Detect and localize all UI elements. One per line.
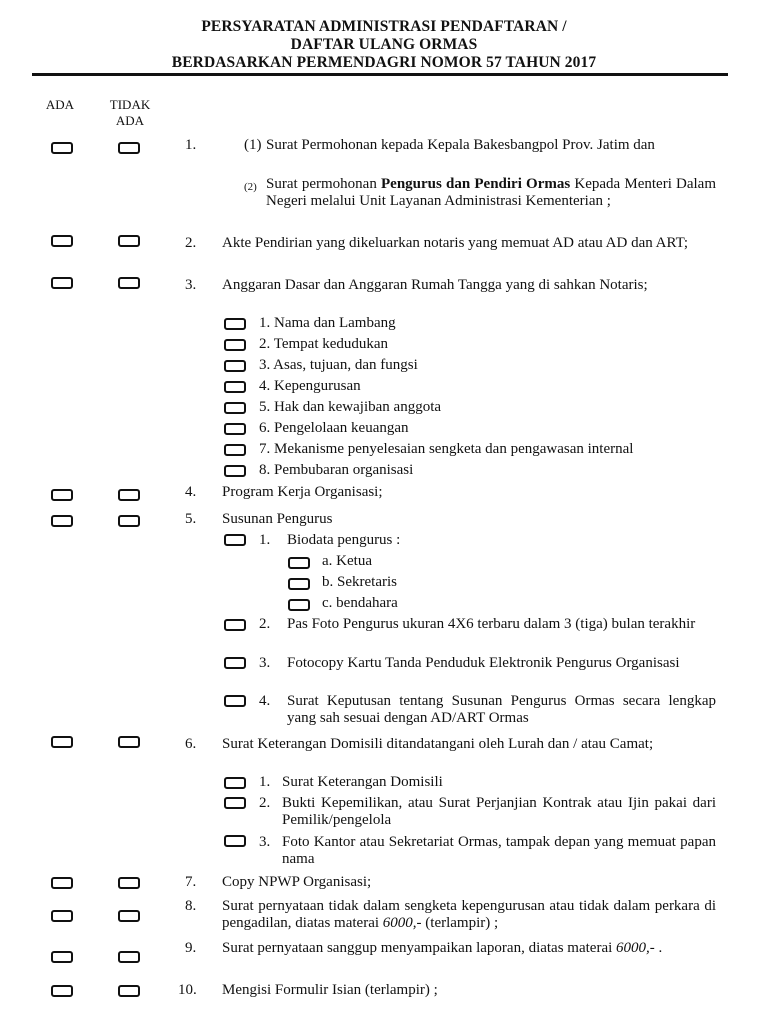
item10-tidak-ada-checkbox[interactable]: [118, 985, 140, 997]
item1-sub2-number: (2): [244, 181, 257, 193]
item8-ada-checkbox[interactable]: [51, 910, 73, 922]
item6-sub1-checkbox[interactable]: [224, 777, 246, 789]
biodata-bendahara-text: c. bendahara: [322, 595, 398, 611]
item3-tidak-ada-checkbox[interactable]: [118, 277, 140, 289]
item2-text: Akte Pendirian yang dikeluarkan notaris yang memuat AD atau AD dan ART;: [222, 235, 689, 251]
item5-sub4-checkbox[interactable]: [224, 695, 246, 707]
item6-ada-checkbox[interactable]: [51, 736, 73, 748]
item5-sub4-text: Surat Keputusan tentang Susunan Pengurus Ormas secara lengkap yang sah sesuai dengan AD/ART Ormas: [287, 693, 716, 726]
item9-number: 9.: [185, 940, 197, 956]
item1-sub1-number: (1): [244, 137, 262, 153]
item3-sub1-text: 1. Nama dan Lambang: [259, 315, 396, 331]
item8-number: 8.: [185, 898, 197, 914]
item6-text: Surat Keterangan Domisili ditandatangani oleh Lurah dan / atau Camat;: [222, 736, 654, 752]
biodata-ketua-text: a. Ketua: [322, 553, 372, 569]
biodata-ketua-checkbox[interactable]: [288, 557, 310, 569]
item3-sub2-checkbox[interactable]: [224, 339, 246, 351]
item5-text: Susunan Pengurus: [222, 511, 333, 527]
item5-sub3-checkbox[interactable]: [224, 657, 246, 669]
biodata-bendahara-checkbox[interactable]: [288, 599, 310, 611]
item3-sub7-checkbox[interactable]: [224, 444, 246, 456]
item3-sub4-text: 4. Kepengurusan: [259, 378, 361, 394]
item4-ada-checkbox[interactable]: [51, 489, 73, 501]
item9-text: Surat pernyataan sanggup menyampaikan laporan, diatas materai 6000,- .: [222, 940, 663, 956]
item5-tidak-ada-checkbox[interactable]: [118, 515, 140, 527]
item5-sub2-checkbox[interactable]: [224, 619, 246, 631]
column-header-tidak: TIDAK: [109, 97, 151, 112]
item3-sub8-text: 8. Pembubaran organisasi: [259, 462, 414, 478]
header-rule: [32, 73, 728, 76]
item5-sub4-number: 4.: [259, 693, 271, 709]
item3-sub1-checkbox[interactable]: [224, 318, 246, 330]
item6-sub1-text: Surat Keterangan Domisili: [282, 774, 443, 790]
page-title-line2: DAFTAR ULANG ORMAS: [290, 36, 478, 53]
item9-tidak-ada-checkbox[interactable]: [118, 951, 140, 963]
item1-tidak-ada-checkbox[interactable]: [118, 142, 140, 154]
biodata-sekretaris-text: b. Sekretaris: [322, 574, 397, 590]
item2-number: 2.: [185, 235, 197, 251]
item7-text: Copy NPWP Organisasi;: [222, 874, 372, 890]
item3-sub5-text: 5. Hak dan kewajiban anggota: [259, 399, 442, 415]
item1-sub1-text: Surat Permohonan kepada Kepala Bakesbangpol Prov. Jatim dan: [266, 137, 655, 153]
item5-sub2-number: 2.: [259, 616, 271, 632]
page-title-line3: BERDASARKAN PERMENDAGRI NOMOR 57 TAHUN 2017: [171, 54, 597, 71]
item4-tidak-ada-checkbox[interactable]: [118, 489, 140, 501]
item5-sub3-text: Fotocopy Kartu Tanda Penduduk Elektronik Pengurus Organisasi: [287, 655, 680, 671]
item6-sub3-text: Foto Kantor atau Sekretariat Ormas, tampak depan yang memuat papan nama: [282, 834, 716, 867]
column-header-ada: ADA: [45, 97, 75, 112]
item1-ada-checkbox[interactable]: [51, 142, 73, 154]
item9-ada-checkbox[interactable]: [51, 951, 73, 963]
item6-sub1-number: 1.: [259, 774, 271, 790]
item10-ada-checkbox[interactable]: [51, 985, 73, 997]
item3-text: Anggaran Dasar dan Anggaran Rumah Tangga yang di sahkan Notaris;: [222, 277, 648, 293]
item6-number: 6.: [185, 736, 197, 752]
item3-sub7-text: 7. Mekanisme penyelesaian sengketa dan pengawasan internal: [259, 441, 634, 457]
item5-ada-checkbox[interactable]: [51, 515, 73, 527]
item5-sub1-text: Biodata pengurus :: [287, 532, 401, 548]
item1-number: 1.: [185, 137, 197, 153]
column-header-tidak-ada: [105, 97, 155, 129]
item5-number: 5.: [185, 511, 197, 527]
item5-sub3-number: 3.: [259, 655, 271, 671]
item1-sub2-text: Surat permohonan Pengurus dan Pendiri Ormas Kepada Menteri Dalam Negeri melalui Unit Layanan Administrasi Kementerian ;: [266, 176, 717, 209]
item3-sub2-text: 2. Tempat kedudukan: [259, 336, 389, 352]
item3-ada-checkbox[interactable]: [51, 277, 73, 289]
item6-sub2-number: 2.: [259, 795, 271, 811]
item5-sub1-checkbox[interactable]: [224, 534, 246, 546]
item6-sub2-checkbox[interactable]: [224, 797, 246, 809]
item6-sub3-checkbox[interactable]: [224, 835, 246, 847]
column-header-ada-2: ADA: [115, 113, 145, 128]
item5-sub2-text: Pas Foto Pengurus ukuran 4X6 terbaru dalam 3 (tiga) bulan terakhir: [287, 616, 696, 632]
item3-sub3-checkbox[interactable]: [224, 360, 246, 372]
item4-text: Program Kerja Organisasi;: [222, 484, 383, 500]
item3-sub6-text: 6. Pengelolaan keuangan: [259, 420, 409, 436]
item6-sub3-number: 3.: [259, 834, 271, 850]
item2-ada-checkbox[interactable]: [51, 235, 73, 247]
item4-number: 4.: [185, 484, 197, 500]
item3-sub6-checkbox[interactable]: [224, 423, 246, 435]
item10-text: Mengisi Formulir Isian (terlampir) ;: [222, 982, 438, 998]
item6-sub2-text: Bukti Kepemilikan, atau Surat Perjanjian Kontrak atau Ijin pakai dari Pemilik/pengelola: [282, 795, 716, 828]
item6-tidak-ada-checkbox[interactable]: [118, 736, 140, 748]
item8-text: Surat pernyataan tidak dalam sengketa kepengurusan atau tidak dalam perkara di pengadilan, diatas materai 6000,- (terlampir) ;: [222, 898, 716, 931]
item2-tidak-ada-checkbox[interactable]: [118, 235, 140, 247]
item3-sub8-checkbox[interactable]: [224, 465, 246, 477]
item10-number: 10.: [178, 982, 197, 998]
biodata-sekretaris-checkbox[interactable]: [288, 578, 310, 590]
item3-number: 3.: [185, 277, 197, 293]
item8-tidak-ada-checkbox[interactable]: [118, 910, 140, 922]
item3-sub3-text: 3. Asas, tujuan, dan fungsi: [259, 357, 418, 373]
item5-sub1-number: 1.: [259, 532, 271, 548]
item3-sub4-checkbox[interactable]: [224, 381, 246, 393]
item7-ada-checkbox[interactable]: [51, 877, 73, 889]
item3-sub5-checkbox[interactable]: [224, 402, 246, 414]
item7-tidak-ada-checkbox[interactable]: [118, 877, 140, 889]
item7-number: 7.: [185, 874, 197, 890]
page-title-line1: PERSYARATAN ADMINISTRASI PENDAFTARAN /: [201, 18, 567, 35]
